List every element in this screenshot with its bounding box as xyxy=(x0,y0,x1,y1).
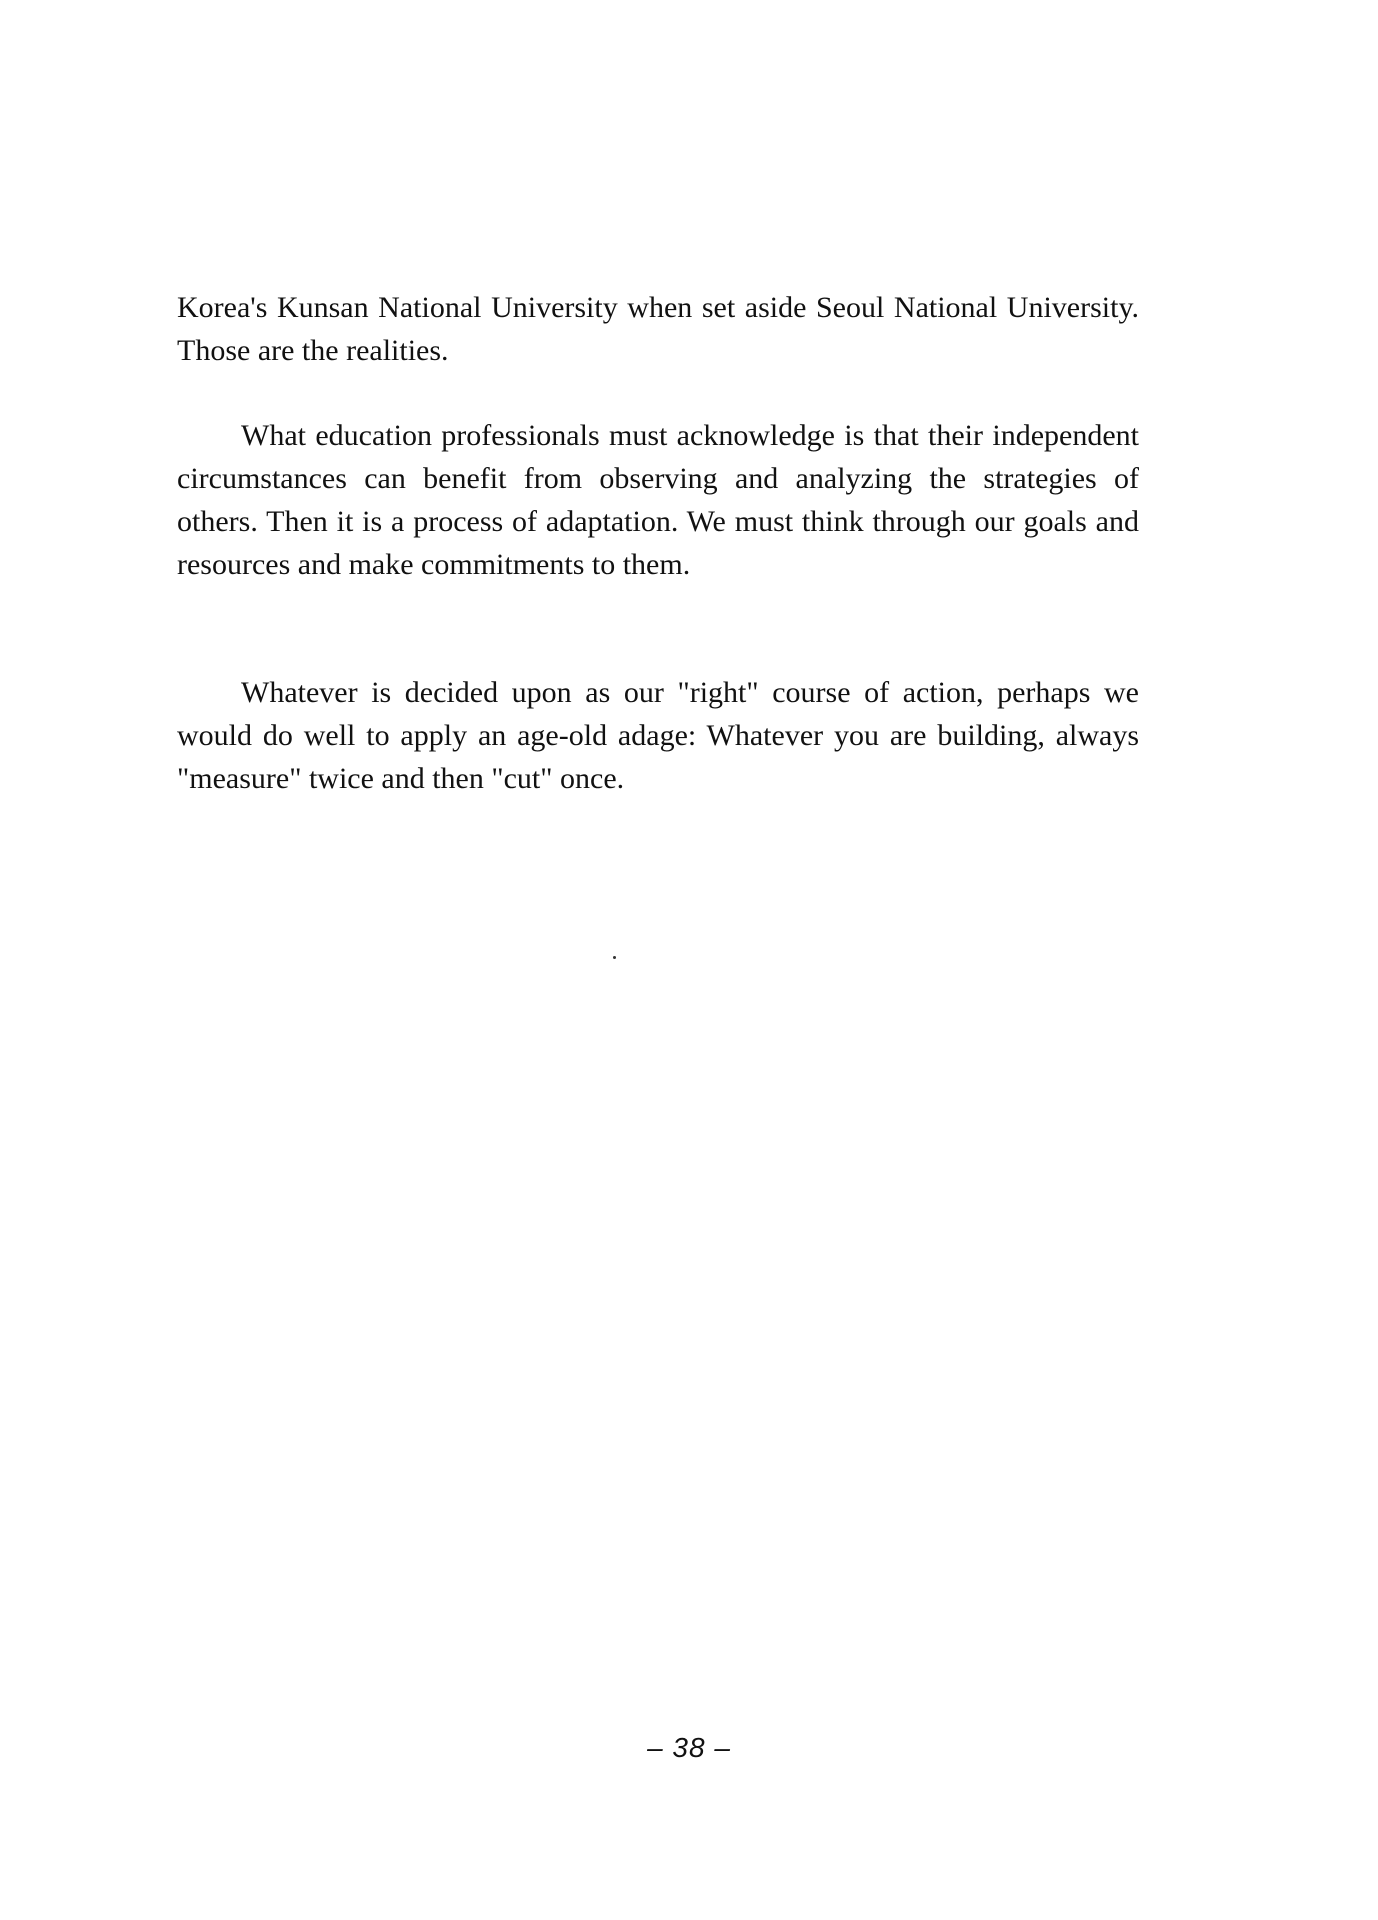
paragraph-1: Korea's Kunsan National University when set aside Seoul National University. Those are the realities. xyxy=(177,291,1139,367)
scan-speck xyxy=(613,956,616,959)
page-number: – 38 – xyxy=(647,1732,731,1763)
paragraph-3: Whatever is decided upon as our "right" course of action, perhaps we would do well to apply an age-old adage: Whatever you are building, always "measure" twice and then "cut" once. xyxy=(177,676,1139,795)
paragraph-2: What education professionals must acknowledge is that their independent circumstances can benefit from observing and analyzing the strategies of others. Then it is a process of adaptation. We must think through our goals and resources and make commitments to them. xyxy=(177,419,1139,581)
